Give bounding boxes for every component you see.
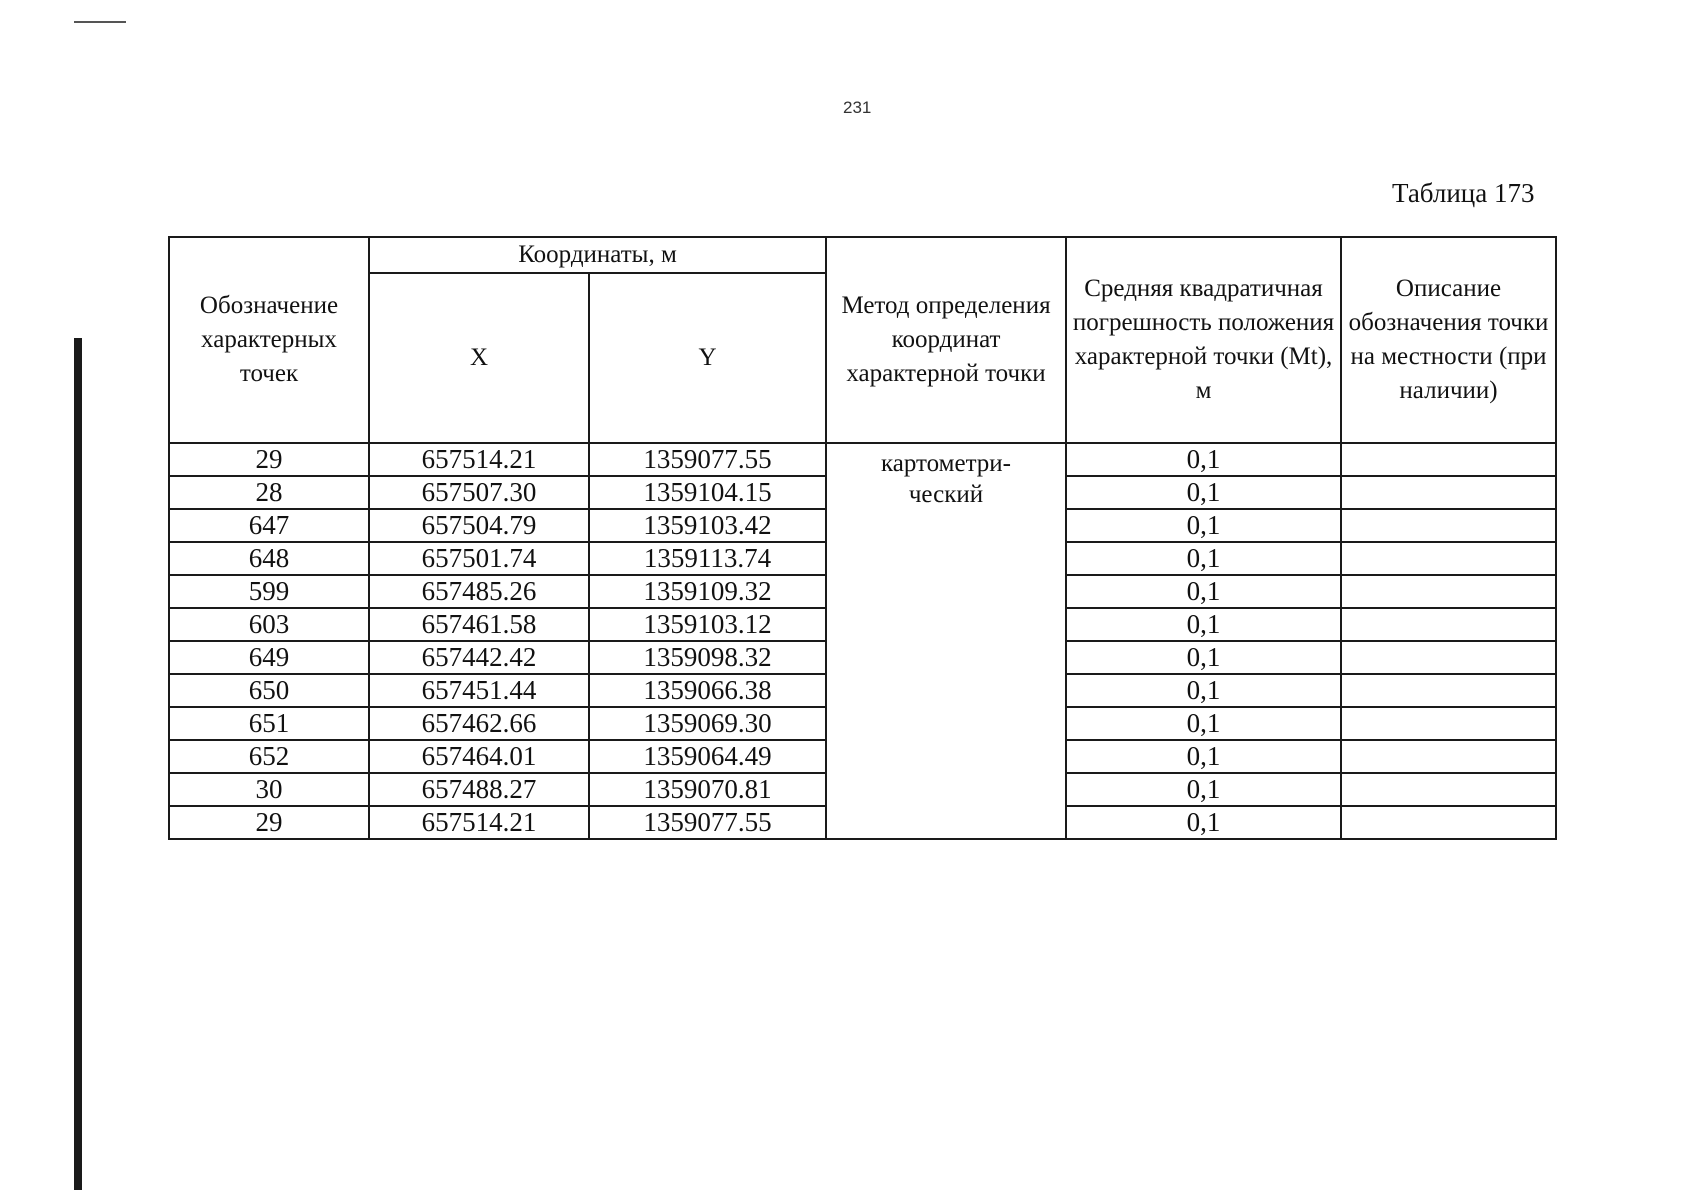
y-cell: 1359069.30 [589,707,826,740]
error-cell: 0,1 [1066,641,1341,674]
description-cell [1341,674,1556,707]
header-coordinates: Координаты, м [369,237,826,273]
scan-artifact-left-bar [74,338,82,1190]
point-cell: 650 [169,674,369,707]
x-cell: 657514.21 [369,806,589,839]
point-cell: 28 [169,476,369,509]
y-cell: 1359064.49 [589,740,826,773]
point-cell: 647 [169,509,369,542]
y-cell: 1359103.12 [589,608,826,641]
y-cell: 1359070.81 [589,773,826,806]
header-description: Описание обозначения точки на местности (при наличии) [1341,237,1556,443]
x-cell: 657451.44 [369,674,589,707]
header-y: Y [589,273,826,443]
scan-artifact-top-line [74,21,126,23]
description-cell [1341,575,1556,608]
error-cell: 0,1 [1066,443,1341,476]
error-cell: 0,1 [1066,542,1341,575]
point-cell: 603 [169,608,369,641]
y-cell: 1359113.74 [589,542,826,575]
x-cell: 657504.79 [369,509,589,542]
error-cell: 0,1 [1066,476,1341,509]
y-cell: 1359109.32 [589,575,826,608]
description-cell [1341,509,1556,542]
description-cell [1341,443,1556,476]
x-cell: 657461.58 [369,608,589,641]
y-cell: 1359077.55 [589,806,826,839]
description-cell [1341,773,1556,806]
point-cell: 29 [169,806,369,839]
y-cell: 1359103.42 [589,509,826,542]
error-cell: 0,1 [1066,806,1341,839]
x-cell: 657442.42 [369,641,589,674]
error-cell: 0,1 [1066,674,1341,707]
page-number: 231 [843,98,872,117]
description-cell [1341,608,1556,641]
point-cell: 29 [169,443,369,476]
x-cell: 657507.30 [369,476,589,509]
point-cell: 648 [169,542,369,575]
error-cell: 0,1 [1066,575,1341,608]
x-cell: 657464.01 [369,740,589,773]
x-cell: 657514.21 [369,443,589,476]
method-cell: картометри- ческий [826,443,1066,839]
y-cell: 1359104.15 [589,476,826,509]
error-cell: 0,1 [1066,740,1341,773]
coordinates-table [168,236,1557,840]
header-x: X [369,273,589,443]
description-cell [1341,806,1556,839]
description-cell [1341,641,1556,674]
y-cell: 1359098.32 [589,641,826,674]
description-cell [1341,542,1556,575]
y-cell: 1359077.55 [589,443,826,476]
y-cell: 1359066.38 [589,674,826,707]
x-cell: 657501.74 [369,542,589,575]
x-cell: 657488.27 [369,773,589,806]
x-cell: 657485.26 [369,575,589,608]
description-cell [1341,707,1556,740]
point-cell: 651 [169,707,369,740]
x-cell: 657462.66 [369,707,589,740]
point-cell: 30 [169,773,369,806]
table-caption: Таблица 173 [1392,178,1535,208]
error-cell: 0,1 [1066,707,1341,740]
table-body [169,443,1556,839]
point-cell: 652 [169,740,369,773]
table-row [169,443,1556,476]
header-point: Обозначение характерных точек [169,237,369,443]
point-cell: 599 [169,575,369,608]
point-cell: 649 [169,641,369,674]
error-cell: 0,1 [1066,608,1341,641]
header-error: Средняя квадратичная погрешность положения характерной точки (Mt), м [1066,237,1341,443]
description-cell [1341,476,1556,509]
error-cell: 0,1 [1066,773,1341,806]
description-cell [1341,740,1556,773]
error-cell: 0,1 [1066,509,1341,542]
header-method: Метод определения координат характерной точки [826,237,1066,443]
